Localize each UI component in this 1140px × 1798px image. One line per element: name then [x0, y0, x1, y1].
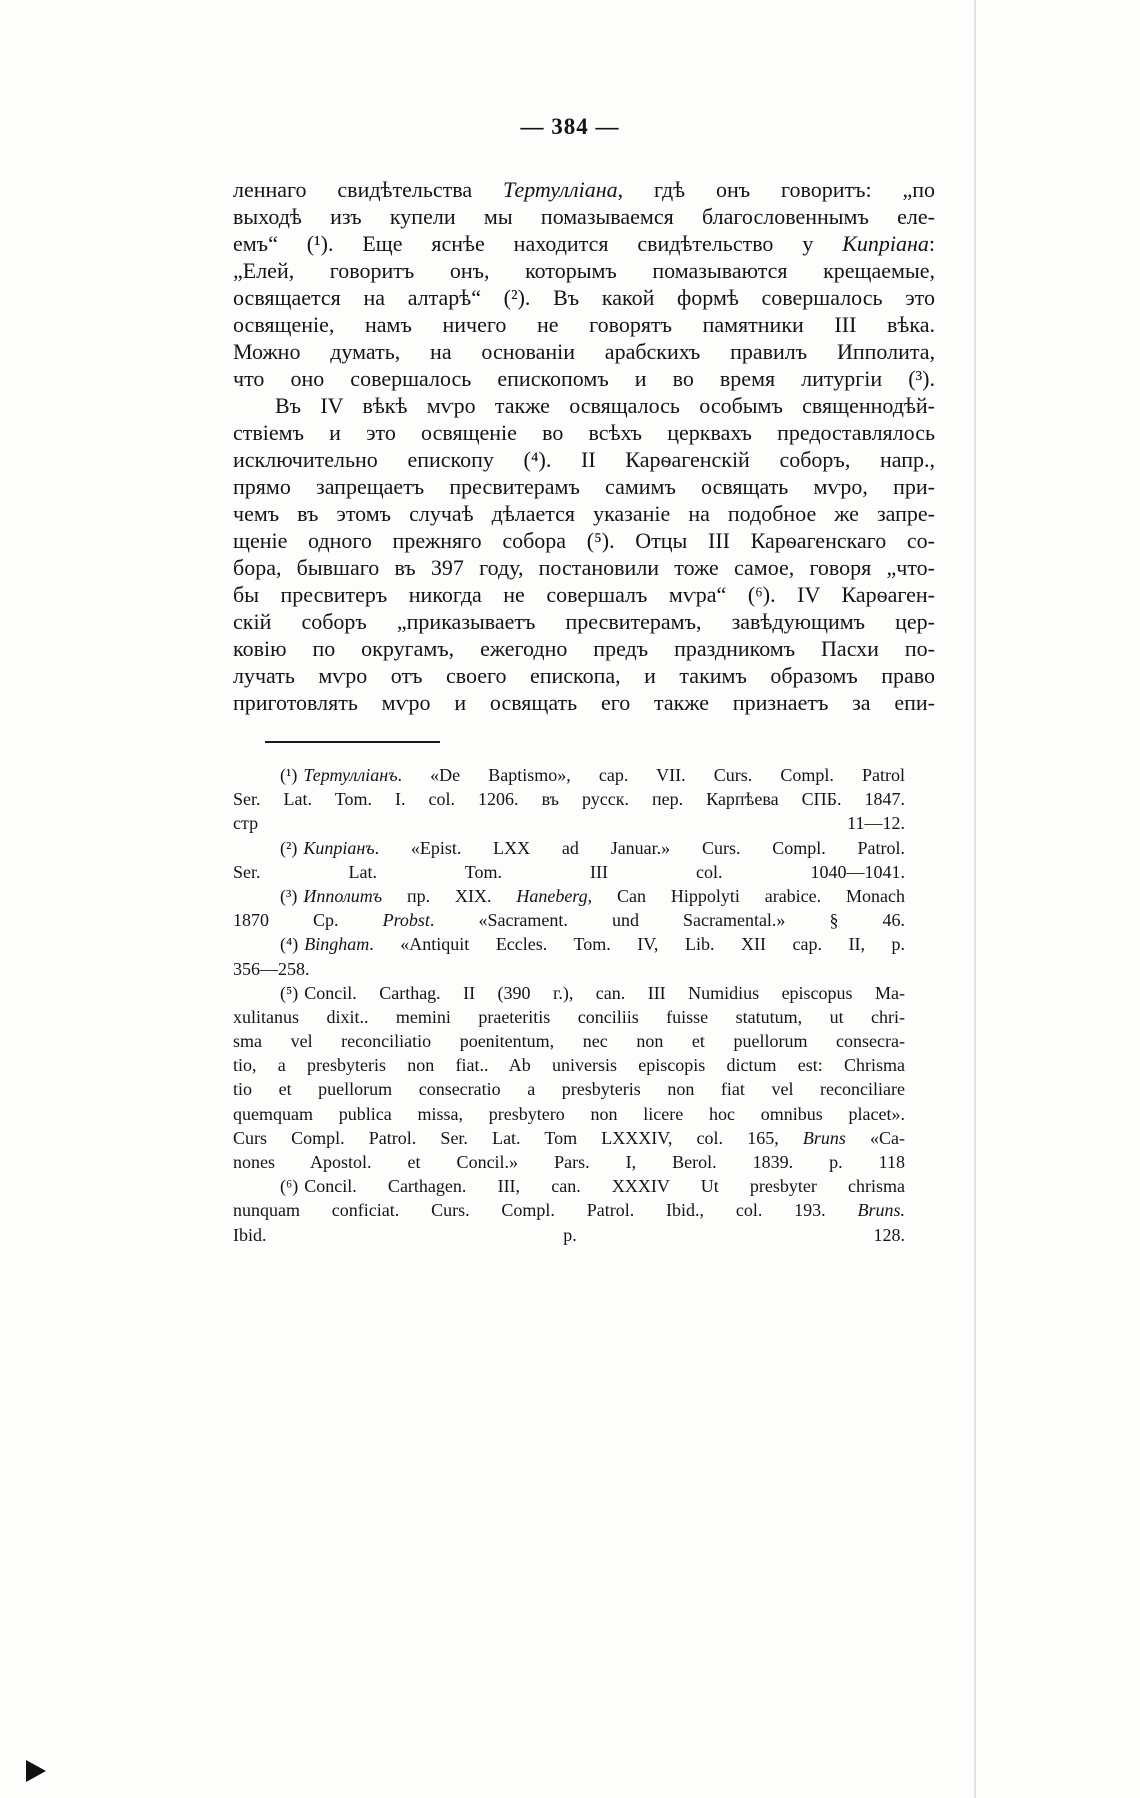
text-segment: ствіемъ и это освященіе во всѣхъ церквахъ предоставлялось [233, 420, 935, 445]
text-segment: . «De Baptismo», cap. VII. Curs. Compl. Patrol [397, 765, 905, 785]
text-segment: Ser. Lat. Tom. III col. 1040—1041. [233, 861, 905, 882]
text-segment: пр. XIX. [382, 885, 517, 906]
footnote-line [233, 1223, 905, 1247]
emphasized-text: Тертулліанъ [303, 765, 398, 785]
text-segment: Ibid. p. 128. [233, 1224, 905, 1245]
emphasized-text: Bruns [802, 1127, 846, 1148]
text-line [233, 527, 935, 554]
text-segment: Въ IV вѣкѣ мѵро также освящалось особымъ священнодѣй- [275, 393, 935, 418]
text-segment: tio, a presbyteris non fiat.. Ab universis episcopis dictum est: Chrisma [233, 1055, 905, 1076]
text-segment: „Елей, говоритъ онъ, которымъ помазываются крещаемые, [233, 258, 935, 283]
footnote-marker: (³) [280, 885, 298, 906]
footnote-line [233, 860, 905, 884]
footnotes [233, 763, 905, 1247]
text-segment: 1870 Cp. [233, 910, 383, 931]
footnote-line [233, 1150, 905, 1174]
text-segment: бора, бывшаго въ 397 году, постановили тоже самое, говоря „что- [233, 555, 935, 580]
footnote-marker: (⁴) [280, 934, 299, 955]
text-segment: выходѣ изъ купели мы помазываемся благословеннымъ еле- [233, 204, 935, 229]
footnote-line [233, 981, 905, 1005]
text-segment: nones Apostol. et Concil.» Pars. I, Berol. 1839. p. 118 [233, 1152, 905, 1172]
text-segment: приготовлять мѵро и освящать его также признаетъ за епи- [233, 690, 935, 715]
footnote-line [233, 811, 905, 835]
emphasized-text: Probst [382, 910, 430, 931]
text-segment: xulitanus dixit.. memini praeteritis conciliis fuisse statutum, ut chri- [233, 1006, 905, 1027]
text-segment: освященіе, намъ ничего не говорятъ памятники III вѣка. [233, 312, 935, 337]
emphasized-text: Кипріана [842, 231, 929, 256]
text-segment: : [928, 231, 935, 256]
footnote-line [233, 763, 905, 787]
text-line [233, 419, 935, 446]
footnote-line [233, 836, 905, 860]
footnote-line [233, 787, 905, 811]
text-segment: исключительно епископу (⁴). II Карѳагенскій соборъ, напр., [233, 447, 935, 472]
text-segment: Concil. Carthagen. III, can. XXXIV Ut presbyter chrisma [304, 1176, 905, 1197]
text-segment: что оно совершалось епископомъ и во время литургіи (³). [233, 366, 935, 391]
page-number: — 384 — [520, 114, 620, 139]
footnote-line [233, 884, 905, 908]
text-segment: Curs Compl. Patrol. Ser. Lat. Tom LXXXIV, col. 165, [233, 1127, 803, 1148]
footnote-marker: (¹) [280, 765, 298, 785]
text-segment: . «Epist. LXX ad Januar.» Curs. Compl. Patrol. [374, 837, 905, 858]
text-segment: . «Sacrament. und Sacramental.» § 46. [429, 910, 905, 931]
text-segment: ковію по округамъ, ежегодно предъ праздникомъ Пасхи по- [233, 636, 935, 661]
footnote [233, 836, 905, 884]
text-segment: Ser. Lat. Tom. I. col. 1206. въ русск. пер. Карпѣева СПБ. 1847. [233, 789, 905, 810]
text-segment: леннаго свидѣтельства [233, 177, 503, 202]
footnote-line [233, 957, 905, 981]
footnote-marker: (⁵) [280, 982, 299, 1003]
text-segment: . «Antiquit Eccles. Tom. IV, Lib. XII cap. II, p. [369, 934, 905, 955]
footnote-line [233, 1198, 905, 1222]
text-line [233, 203, 935, 230]
text-line [233, 338, 935, 365]
paragraph [233, 392, 935, 716]
text-segment: Можно думать, на основаніи арабскихъ правилъ Ипполита, [233, 339, 935, 364]
text-segment: quemquam publica missa, presbytero non licere hoc omnibus placet». [233, 1103, 905, 1124]
emphasized-text: Bruns. [857, 1200, 905, 1221]
text-line [233, 446, 935, 473]
text-line [233, 689, 935, 716]
footnote [233, 981, 905, 1175]
footnote [233, 763, 905, 836]
footnote-line [233, 908, 905, 932]
text-segment: бы пресвитеръ никогда не совершалъ мѵра“ (⁶). IV Карѳаген- [233, 582, 935, 607]
footnote-rule [265, 741, 440, 743]
paragraph [233, 176, 935, 392]
text-segment: tio et puellorum consecratio a presbyteris non fiat vel reconciliare [233, 1079, 905, 1100]
text-line [233, 176, 935, 203]
text-segment: чемъ въ этомъ случаѣ дѣлается указаніе на подобное же запре- [233, 501, 935, 526]
text-line [233, 257, 935, 284]
emphasized-text: Кипріанъ [303, 837, 375, 858]
footnote [233, 884, 905, 932]
footnote-line [233, 1077, 905, 1101]
footnote-line [233, 932, 905, 956]
text-line [233, 662, 935, 689]
text-line [233, 608, 935, 635]
footnote [233, 932, 905, 980]
text-line [233, 581, 935, 608]
emphasized-text: Haneberg [516, 885, 588, 906]
text-segment: прямо запрещаетъ пресвитерамъ самимъ освящать мѵро, при- [233, 474, 935, 499]
text-segment: , гдѣ онъ говоритъ: „по [617, 177, 935, 202]
footnote-line [233, 1174, 905, 1198]
text-segment: скій соборъ „приказываетъ пресвитерамъ, завѣдующимъ цер- [233, 609, 935, 634]
text-line [233, 284, 935, 311]
text-line [233, 311, 935, 338]
emphasized-text: Bingham [304, 934, 370, 955]
text-line [233, 365, 935, 392]
text-segment: освящается на алтарѣ“ (²). Въ какой формѣ совершалось это [233, 285, 935, 310]
footnote-marker: (²) [280, 837, 298, 858]
text-segment: «Ca- [845, 1127, 905, 1148]
text-line [233, 392, 935, 419]
text-segment: лучать мѵро отъ своего епископа, и такимъ образомъ право [233, 663, 935, 688]
text-segment: стр 11—12. [233, 813, 905, 834]
text-line [233, 554, 935, 581]
footnote-line [233, 1126, 905, 1150]
text-segment: nunquam conficiat. Curs. Compl. Patrol. Ibid., col. 193. [233, 1200, 858, 1221]
text-segment: щеніе одного прежняго собора (⁵). Отцы III Карѳагенскаго со- [233, 528, 935, 553]
text-segment: емъ“ (¹). Еще яснѣе находится свидѣтельство у [233, 231, 843, 256]
text-line [233, 635, 935, 662]
text-segment: sma vel reconciliatio poenitentum, nec non et puellorum consecra- [233, 1031, 905, 1052]
footnote-line [233, 1029, 905, 1053]
text-line [233, 500, 935, 527]
text-segment: , Can Hippolyti arabice. Monach [587, 885, 905, 906]
emphasized-text: Ипполитъ [303, 885, 383, 906]
text-line [233, 473, 935, 500]
text-segment: 356—258. [233, 958, 310, 979]
text-segment: Concil. Carthag. II (390 г.), can. III Numidius episcopus Ma- [304, 982, 905, 1003]
main-text [233, 176, 935, 716]
text-line [233, 230, 935, 257]
scan-corner-mark [26, 1760, 46, 1782]
footnote-line [233, 1053, 905, 1077]
scan-edge-line [974, 0, 976, 1798]
emphasized-text: Тертулліана [503, 177, 618, 202]
footnote-line [233, 1005, 905, 1029]
footnote-marker: (⁶) [280, 1176, 299, 1197]
footnote-line [233, 1102, 905, 1126]
footnote [233, 1174, 905, 1247]
